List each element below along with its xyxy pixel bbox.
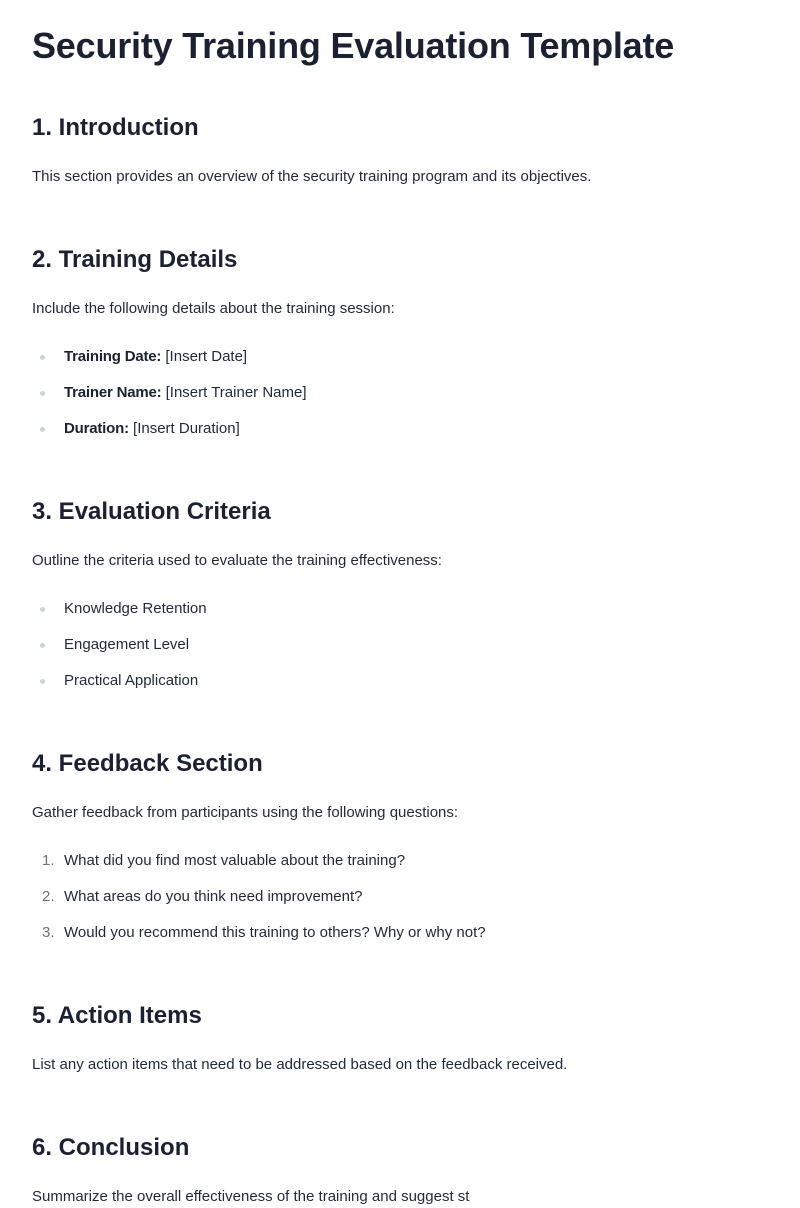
section-text: Summarize the overall effectiveness of the training and suggest st [32,1188,470,1205]
item-value: [Insert Trainer Name] [165,384,307,401]
bullet-icon [40,679,45,684]
item-value: [Insert Date] [165,348,248,365]
item-text: What areas do you think need improvement? [64,888,363,905]
list-item [32,418,768,440]
item-text: Engagement Level [64,636,190,653]
item-label: Trainer Name: [64,384,162,401]
list-item [32,598,768,620]
section-heading: 4. Feedback Section [32,750,263,777]
section-text: This section provides an overview of the security training program and its objectives. [32,168,592,185]
section-evaluation-criteria [32,496,768,692]
list-item [32,922,768,944]
bullet-icon [40,427,45,432]
bullet-icon [40,355,45,360]
section-text: Include the following details about the training session: [32,300,395,317]
list-item [32,634,768,656]
item-number: 2. [42,888,55,905]
section-text: Gather feedback from participants using the following questions: [32,804,459,821]
page-title: Security Training Evaluation Template [32,25,675,66]
item-text: Practical Application [64,672,199,689]
section-text: List any action items that need to be addressed based on the feedback received. [32,1056,568,1073]
list-item [32,346,768,368]
list-item [32,382,768,404]
section-feedback [32,748,768,944]
section-text: Outline the criteria used to evaluate the training effectiveness: [32,552,442,569]
item-text: What did you find most valuable about the training? [64,852,406,869]
item-value: [Insert Duration] [133,420,240,437]
section-heading: 1. Introduction [32,114,199,141]
bullet-icon [40,643,45,648]
list-item [32,886,768,908]
item-label: Training Date: [64,348,162,365]
section-conclusion [32,1132,768,1208]
item-number: 3. [42,924,55,941]
item-text: Would you recommend this training to others? Why or why not? [64,924,486,941]
bullet-icon [40,391,45,396]
section-introduction [32,112,768,188]
training-details-list [32,346,768,440]
section-action-items [32,1000,768,1076]
list-item [32,850,768,872]
item-number: 1. [42,852,55,869]
item-label: Duration: [64,420,129,437]
criteria-list [32,598,768,692]
item-text: Knowledge Retention [64,600,207,617]
section-heading: 3. Evaluation Criteria [32,498,271,525]
list-item [32,670,768,692]
section-training-details [32,244,768,440]
bullet-icon [40,607,45,612]
section-heading: 2. Training Details [32,246,238,273]
feedback-questions-list [32,850,768,944]
section-heading: 6. Conclusion [32,1134,190,1161]
section-heading: 5. Action Items [32,1002,202,1029]
